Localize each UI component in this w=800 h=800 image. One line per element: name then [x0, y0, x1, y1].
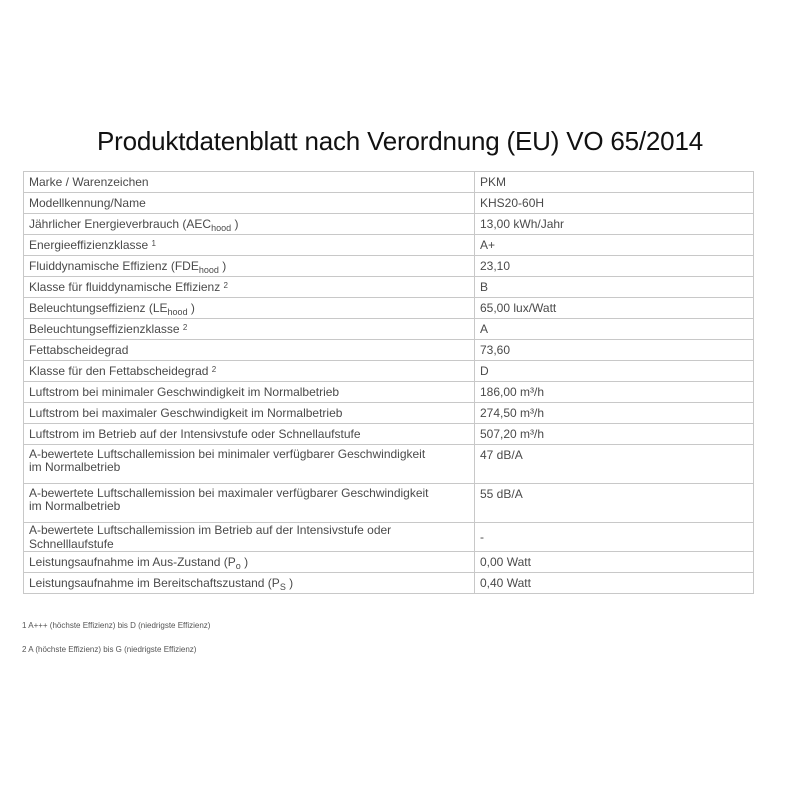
table-row-noise-min: [24, 445, 754, 484]
row-label: Leistungsaufnahme im Aus-Zustand ($P_o$ ): [24, 552, 475, 573]
table-row-airflow-min: [24, 382, 754, 403]
row-value: PKM: [475, 172, 754, 193]
table-row-fde: [24, 256, 754, 277]
row-value: 186,00 m³/h: [475, 382, 754, 403]
footnote-ref: 2: [211, 365, 217, 374]
table-row-noise-boost: [24, 523, 754, 552]
row-label: Beleuchtungseffizienz ($LE_{hood}$ ): [24, 298, 475, 319]
row-label: A-bewertete Luftschallemission bei minimaler verfügbarer Geschwindigkeit im Normalbetrieb: [24, 445, 475, 484]
row-value: A: [475, 319, 754, 340]
row-value: 274,50 m³/h: [475, 403, 754, 424]
page-title: Produktdatenblatt nach Verordnung (EU) VO 65/2014: [97, 126, 703, 156]
table-row-lighting-efficiency: [24, 298, 754, 319]
table-row-lighting-class: [24, 319, 754, 340]
table-row-power-off: [24, 552, 754, 573]
table-row-grease-filtering: [24, 340, 754, 361]
row-value: 0,40 Watt: [475, 573, 754, 594]
table-row-noise-max: [24, 484, 754, 523]
row-label: Jährlicher Energieverbrauch ($AEC_{hood}$ ): [24, 214, 475, 235]
table-row-model: [24, 193, 754, 214]
row-value: D: [475, 361, 754, 382]
table-row-energy-class: [24, 235, 754, 256]
table-row-brand: [24, 172, 754, 193]
row-label: Marke / Warenzeichen: [24, 172, 475, 193]
row-value: 23,10: [475, 256, 754, 277]
row-label: Fluiddynamische Effizienz ($FDE_{hood}$ ): [24, 256, 475, 277]
row-value: 507,20 m³/h: [475, 424, 754, 445]
footnote-2: 2 A (höchste Effizienz) bis G (niedrigste Effizienz): [22, 645, 197, 654]
row-value: B: [475, 277, 754, 298]
row-value: 0,00 Watt: [475, 552, 754, 573]
table-row-airflow-max: [24, 403, 754, 424]
table-row-grease-class: [24, 361, 754, 382]
row-label: Luftstrom im Betrieb auf der Intensivstufe oder Schnellaufstufe: [24, 424, 475, 445]
row-label: Luftstrom bei maximaler Geschwindigkeit im Normalbetrieb: [24, 403, 475, 424]
row-value: 13,00 kWh/Jahr: [475, 214, 754, 235]
row-label: Klasse für fluiddynamische Effizienz $^2$: [24, 277, 475, 298]
row-value: 65,00 lux/Watt: [475, 298, 754, 319]
table-row-fde-class: [24, 277, 754, 298]
row-value: 55 dB/A: [475, 484, 754, 523]
row-label: Klasse für den Fettabscheidegrad $^2$: [24, 361, 475, 382]
row-value: -: [475, 523, 754, 552]
row-value: 73,60: [475, 340, 754, 361]
row-label: A-bewertete Luftschallemission im Betrieb auf der Intensivstufe oder Schnelllaufstufe: [24, 523, 475, 552]
row-value: KHS20-60H: [475, 193, 754, 214]
row-label: Luftstrom bei minimaler Geschwindigkeit im Normalbetrieb: [24, 382, 475, 403]
table-row-annual-energy: [24, 214, 754, 235]
table-row-airflow-boost: [24, 424, 754, 445]
row-label: Beleuchtungseffizienzklasse $^2$: [24, 319, 475, 340]
row-value: 47 dB/A: [475, 445, 754, 484]
row-value: A+: [475, 235, 754, 256]
footnote-1: 1 A+++ (höchste Effizienz) bis D (niedrigste Effizienz): [22, 621, 211, 630]
product-data-table: [23, 171, 754, 594]
row-label: Energieeffizienzklasse $^1$: [24, 235, 475, 256]
row-label: Fettabscheidegrad: [24, 340, 475, 361]
footnote-ref: 2: [223, 281, 228, 290]
row-label: A-bewertete Luftschallemission bei maximaler verfügbarer Geschwindigkeit im Normalbetrieb: [24, 484, 475, 523]
row-label: Leistungsaufnahme im Bereitschaftszustand ($P_S$ ): [24, 573, 475, 594]
table-row-power-standby: [24, 573, 754, 594]
footnote-ref: 1: [151, 239, 156, 248]
row-label: Modellkennung/Name: [24, 193, 475, 214]
footnote-ref: 2: [182, 323, 188, 332]
